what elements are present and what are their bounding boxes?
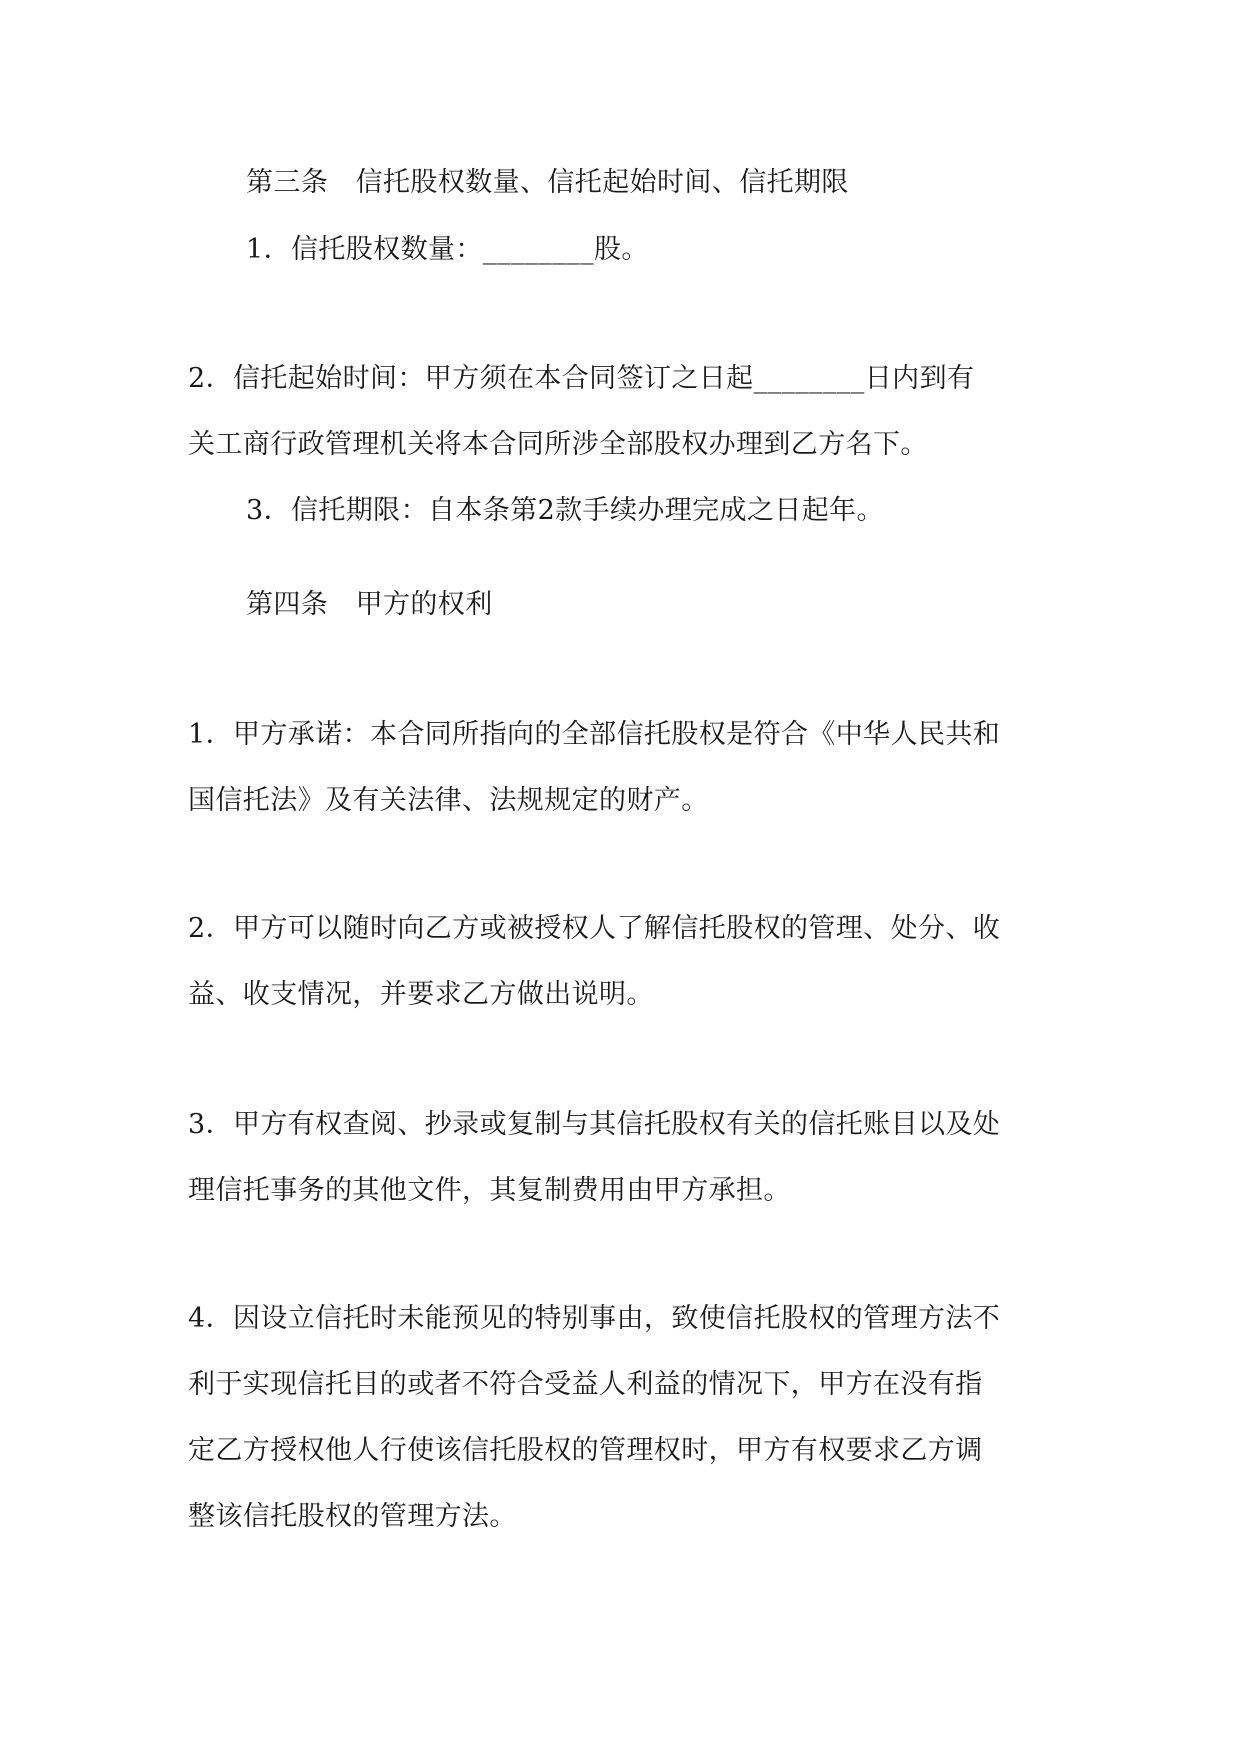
article-4-item-4-line-4: 整该信托股权的管理方法。 bbox=[188, 1501, 517, 1532]
article-4-item-4-line-2: 利于实现信托目的或者不符合受益人利益的情况下，甲方在没有指 bbox=[188, 1369, 983, 1400]
article-4-heading: 第四条 甲方的权利 bbox=[246, 589, 493, 620]
article-3-item-2-line-2: 关工商行政管理机关将本合同所涉全部股权办理到乙方名下。 bbox=[188, 429, 928, 460]
article-4-item-2-line-2: 益、收支情况，并要求乙方做出说明。 bbox=[188, 979, 654, 1010]
article-3-item-3: 3．信托期限：自本条第2款手续办理完成之日起年。 bbox=[246, 495, 884, 526]
article-3-item-1: 1．信托股权数量：________股。 bbox=[246, 234, 649, 265]
article-4-item-4-line-1: 4．因设立信托时未能预见的特别事由，致使信托股权的管理方法不 bbox=[188, 1303, 1001, 1334]
article-4-item-3-line-2: 理信托事务的其他文件，其复制费用由甲方承担。 bbox=[188, 1175, 791, 1206]
article-4-item-1-line-2: 国信托法》及有关法律、法规规定的财产。 bbox=[188, 785, 709, 816]
article-4-item-4-line-3: 定乙方授权他人行使该信托股权的管理权时，甲方有权要求乙方调 bbox=[188, 1435, 983, 1466]
article-4-item-1-line-1: 1．甲方承诺：本合同所指向的全部信托股权是符合《中华人民共和 bbox=[188, 719, 1001, 750]
article-3-item-2-line-1: 2．信托起始时间：甲方须在本合同签订之日起________日内到有 bbox=[188, 363, 975, 394]
article-3-heading: 第三条 信托股权数量、信托起始时间、信托期限 bbox=[246, 167, 849, 198]
article-4-item-3-line-1: 3．甲方有权查阅、抄录或复制与其信托股权有关的信托账目以及处 bbox=[188, 1109, 1001, 1140]
article-4-item-2-line-1: 2．甲方可以随时向乙方或被授权人了解信托股权的管理、处分、收 bbox=[188, 913, 1001, 944]
